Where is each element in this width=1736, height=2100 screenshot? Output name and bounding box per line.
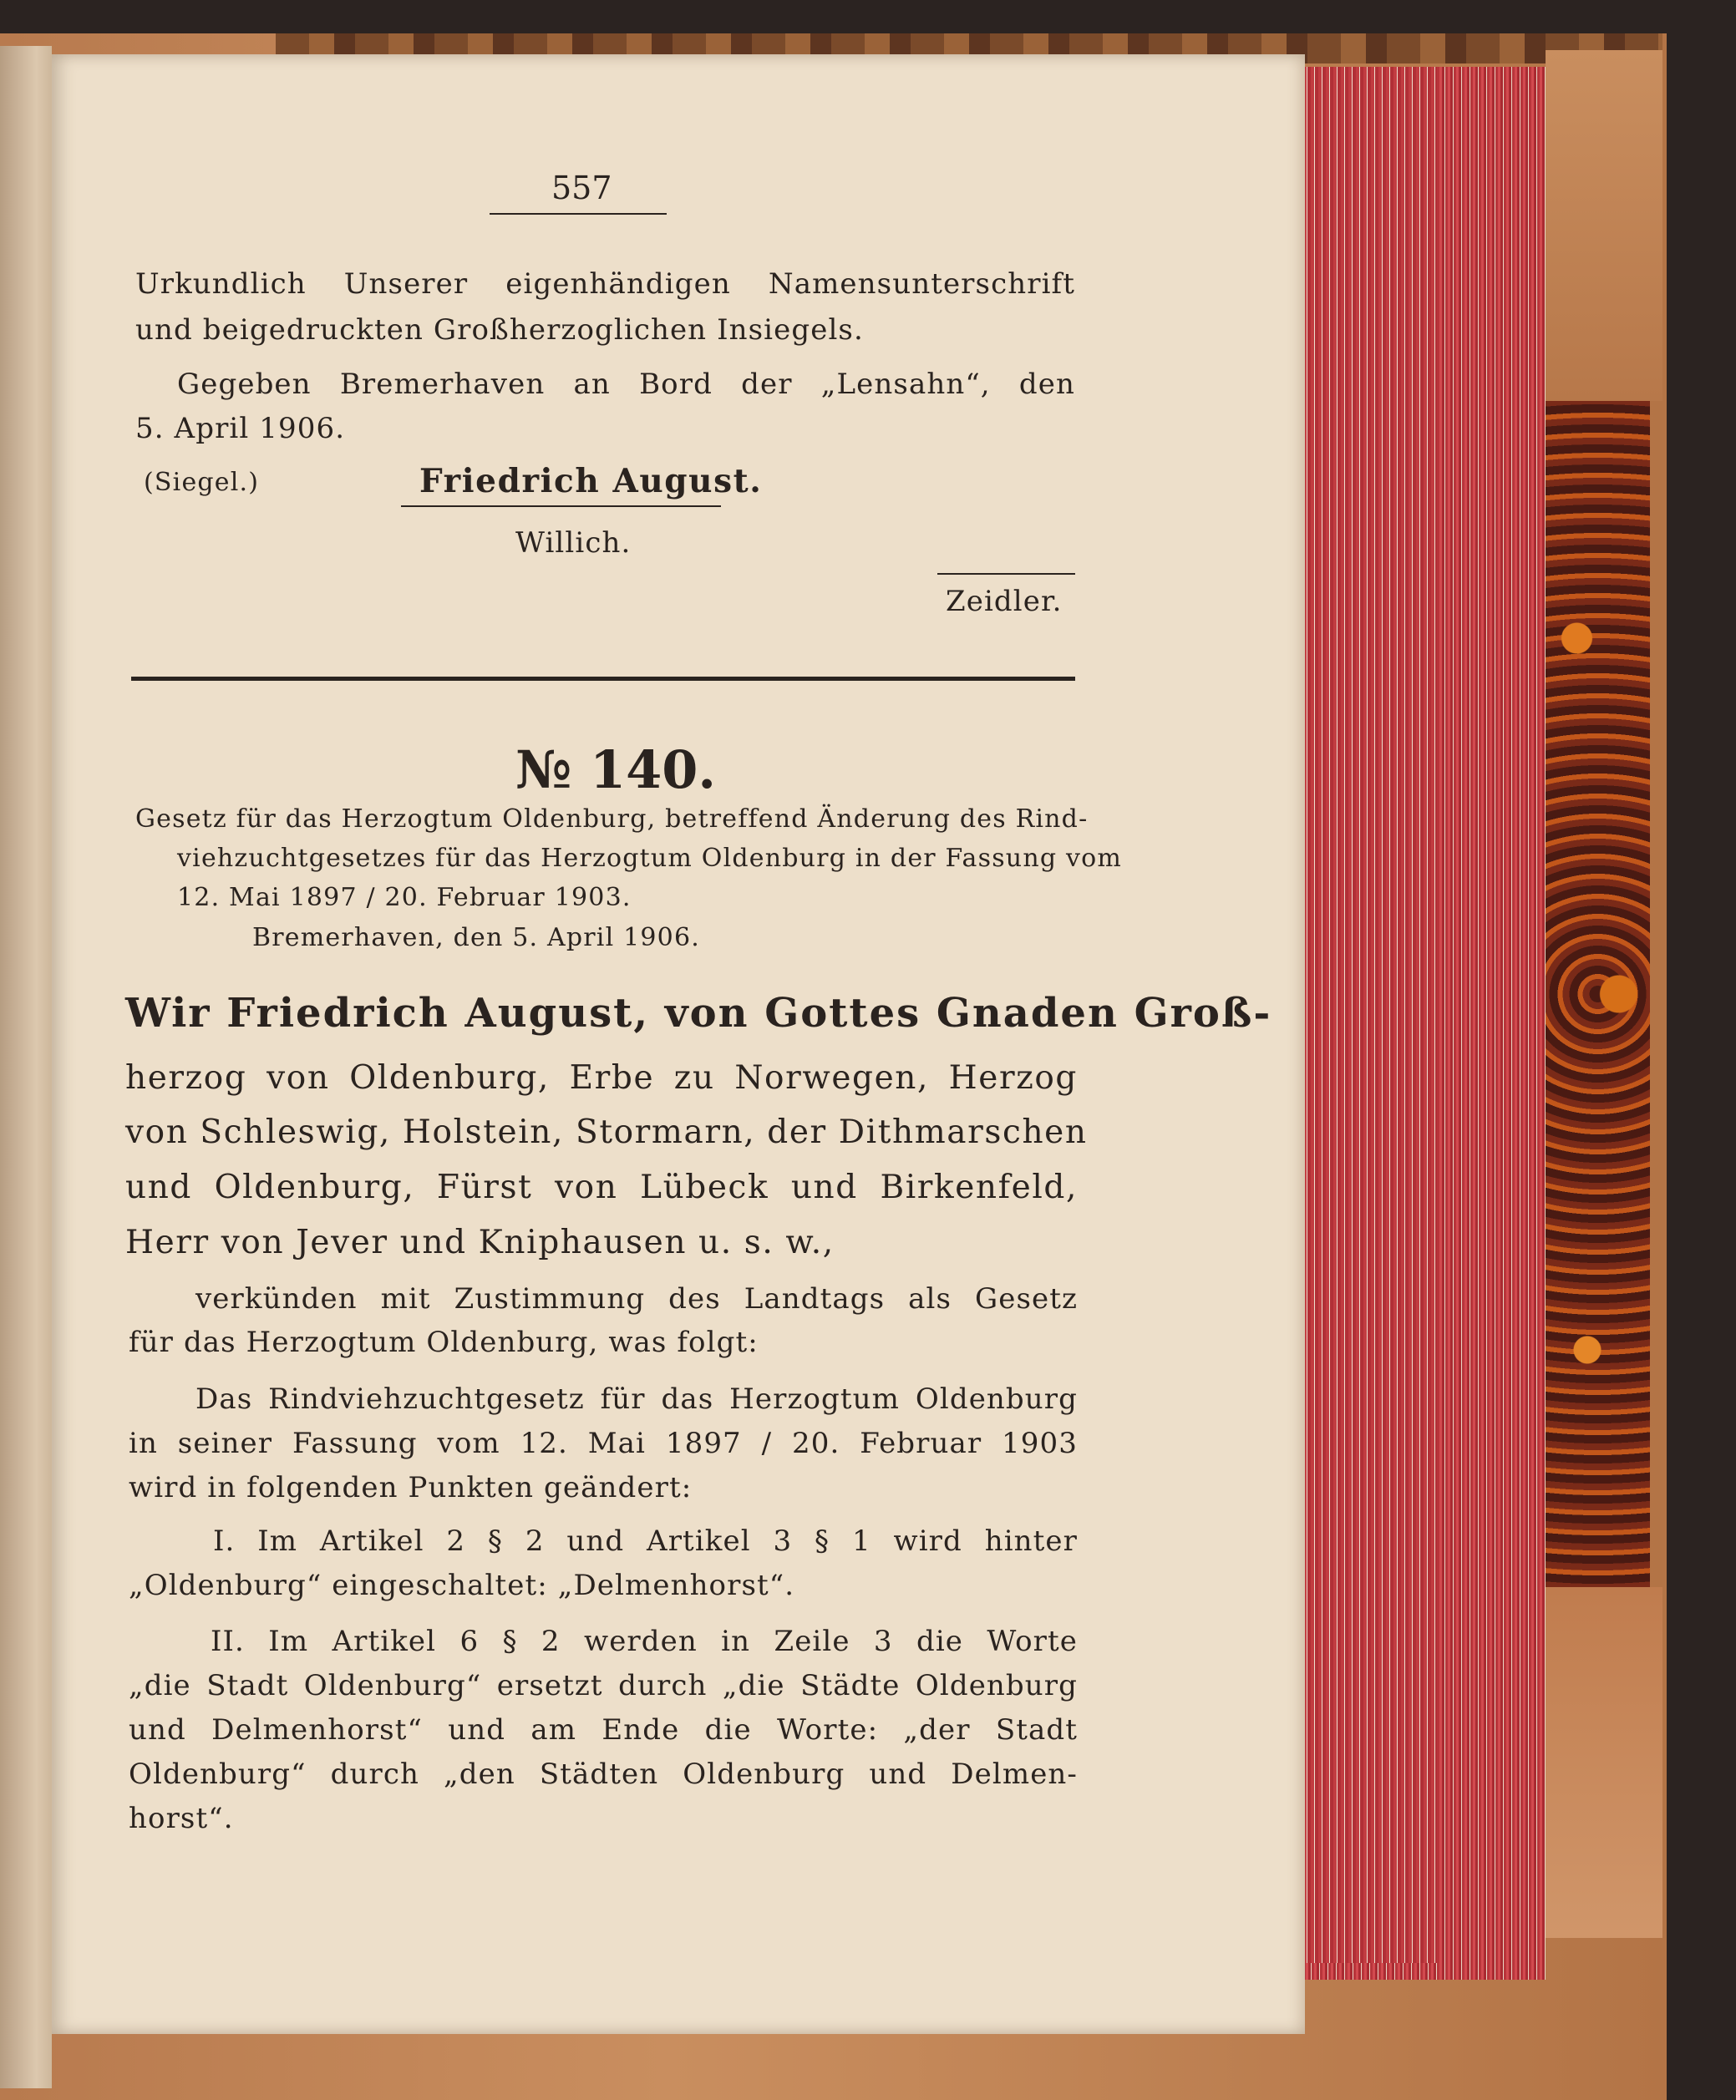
preamble-line-5: Herr von Jever und Kniphausen u. s. w., xyxy=(125,1224,835,1261)
left-page-edge xyxy=(0,46,52,2088)
countersign-zeidler: Zeidler. xyxy=(946,585,1063,618)
page-number: 557 xyxy=(551,170,612,206)
section-divider xyxy=(131,677,1075,681)
proclaim-line-2: für das Herzogtum Oldenburg, was folgt: xyxy=(129,1326,759,1359)
body-line-6: II. Im Artikel 6 § 2 werden in Zeile 3 die Worte xyxy=(211,1625,1078,1658)
body-line-7: „die Stadt Oldenburg“ ersetzt durch „die Städte Oldenburg xyxy=(129,1669,1078,1702)
law-place-date: Bremerhaven, den 5. April 1906. xyxy=(252,923,700,952)
body-line-10: horst“. xyxy=(129,1802,234,1835)
seal-note: (Siegel.) xyxy=(144,468,260,497)
marbled-cover xyxy=(1546,401,1650,1587)
body-line-5: „Oldenburg“ eingeschaltet: „Delmenhorst“. xyxy=(129,1569,795,1602)
preamble-line-1: Wir Friedrich August, von Gottes Gnaden Groß- xyxy=(125,990,1272,1037)
document-page xyxy=(52,54,1305,2034)
body-line-1: Das Rindviehzuchtgesetz für das Herzogtum Oldenburg xyxy=(195,1382,1078,1416)
law-title-line-1: Gesetz für das Herzogtum Oldenburg, betreffend Änderung des Rind- xyxy=(135,804,1089,834)
body-line-8: und Delmenhorst“ und am Ende die Worte: „der Stadt xyxy=(129,1713,1078,1747)
preamble-line-2: herzog von Oldenburg, Erbe zu Norwegen, Herzog xyxy=(125,1059,1078,1097)
law-number: № 140. xyxy=(515,739,716,800)
body-line-2: in seiner Fassung vom 12. Mai 1897 / 20. Februar 1903 xyxy=(129,1427,1078,1460)
signatory-name: Friedrich August. xyxy=(419,462,763,500)
law-title-line-3: 12. Mai 1897 / 20. Februar 1903. xyxy=(177,883,632,912)
proclaim-line-1: verkünden mit Zustimmung des Landtags als Gesetz xyxy=(195,1282,1078,1316)
leather-corner-top xyxy=(1546,50,1662,401)
given-line-1: Gegeben Bremerhaven an Bord der „Lensahn“, den xyxy=(177,368,1075,401)
countersign-willich: Willich. xyxy=(515,526,632,560)
red-page-edges-front xyxy=(1303,67,1437,1963)
body-line-4: I. Im Artikel 2 § 2 und Artikel 3 § 1 wird hinter xyxy=(213,1524,1078,1558)
law-title-line-2: viehzuchtgesetzes für das Herzogtum Oldenburg in der Fassung vom xyxy=(177,844,1123,873)
preamble-line-4: und Oldenburg, Fürst von Lübeck und Birkenfeld, xyxy=(125,1169,1078,1206)
signature-rule xyxy=(401,505,721,507)
countersign-rule xyxy=(937,573,1075,575)
given-line-2: 5. April 1906. xyxy=(135,412,346,445)
closing-line-1: Urkundlich Unserer eigenhändigen Namensunterschrift xyxy=(135,267,1075,301)
closing-line-2: und beigedruckten Großherzoglichen Insiegels. xyxy=(135,313,864,347)
page-number-rule xyxy=(490,213,667,215)
preamble-line-3: von Schleswig, Holstein, Stormarn, der Dithmarschen xyxy=(125,1113,1088,1151)
leather-corner-bottom xyxy=(1546,1587,1662,1938)
body-line-9: Oldenburg“ durch „den Städten Oldenburg und Delmen- xyxy=(129,1758,1078,1791)
body-line-3: wird in folgenden Punkten geändert: xyxy=(129,1471,693,1504)
